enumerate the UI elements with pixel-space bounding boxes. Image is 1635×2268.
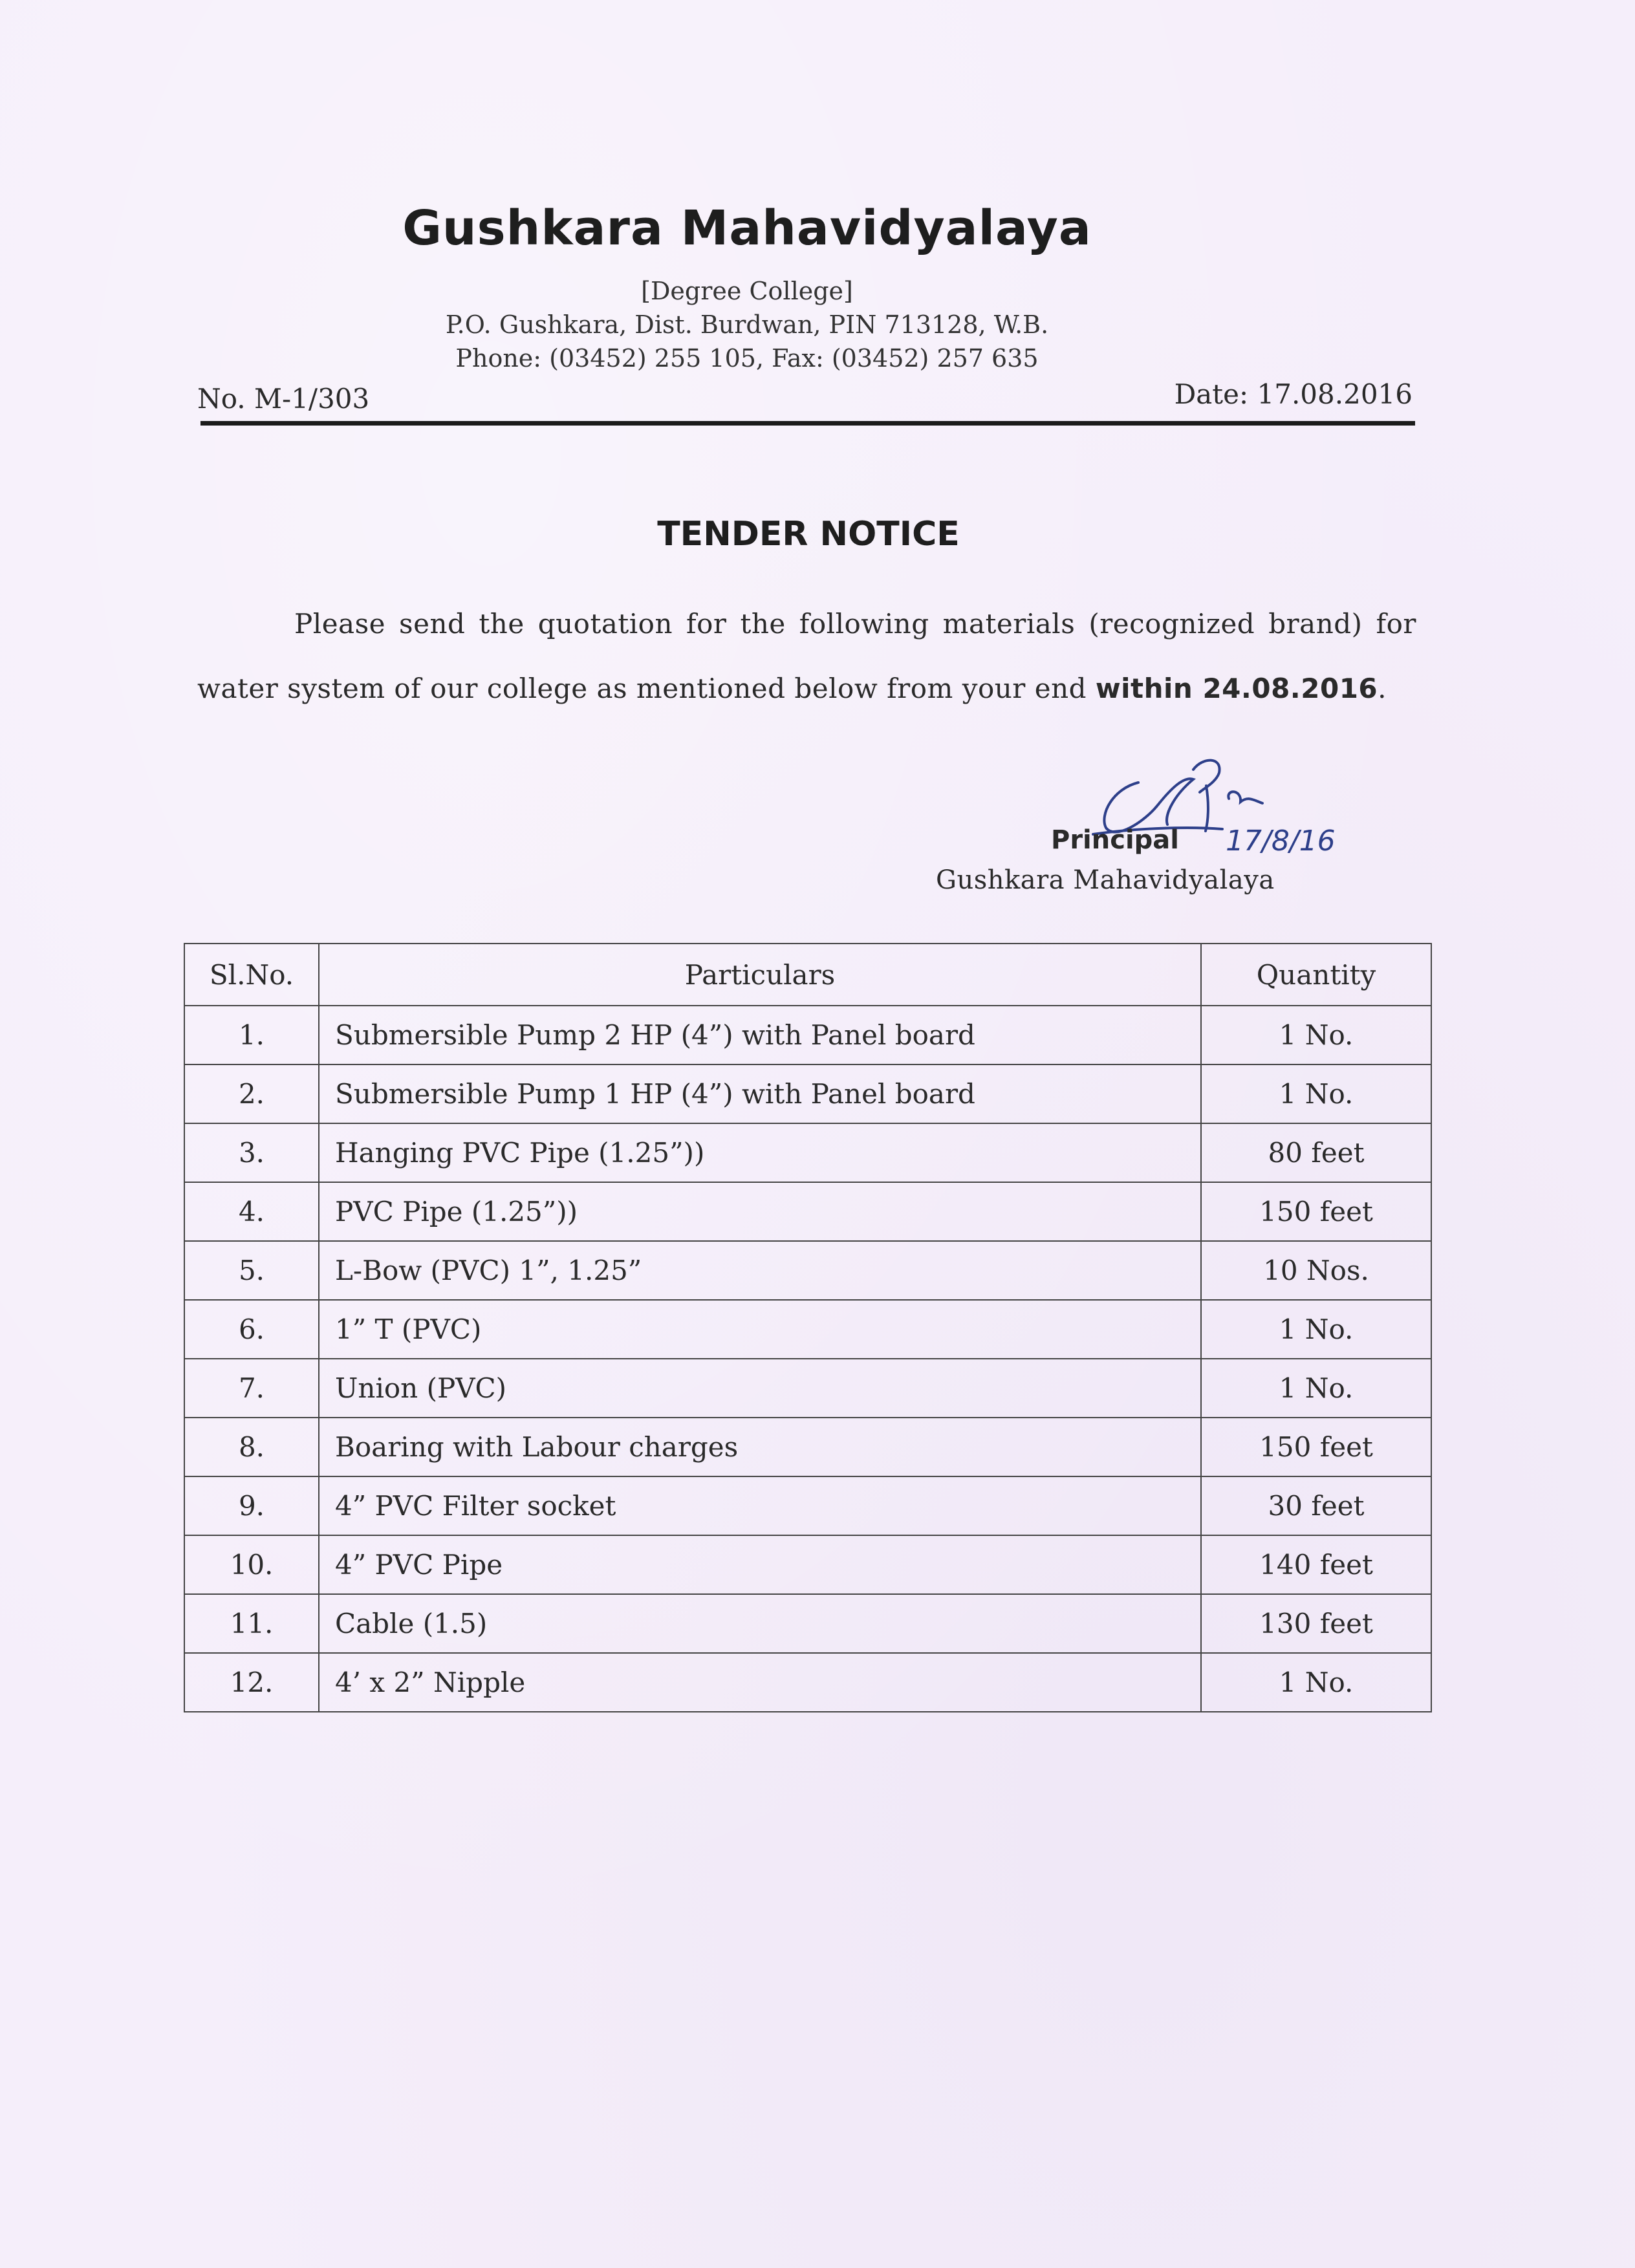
table-row xyxy=(184,1418,1431,1476)
table-row xyxy=(184,1123,1431,1182)
table-header-row xyxy=(184,944,1431,1006)
signatory-title: Principal xyxy=(1051,825,1179,855)
row-quantity: 10 Nos. xyxy=(1201,1241,1431,1300)
row-quantity: 150 feet xyxy=(1201,1418,1431,1476)
table-row xyxy=(184,1653,1431,1712)
signatory-organization: Gushkara Mahavidyalaya xyxy=(936,865,1275,895)
notice-line-2-text: water system of our college as mentioned below from your end xyxy=(197,673,1096,704)
notice-paragraph-line-2 xyxy=(197,673,1416,704)
row-sl-no: 1. xyxy=(184,1006,319,1064)
handwritten-date: 17/8/16 xyxy=(1226,825,1336,854)
row-sl-no: 3. xyxy=(184,1123,319,1182)
row-quantity: 140 feet xyxy=(1201,1535,1431,1594)
row-particular: PVC Pipe (1.25”)) xyxy=(319,1182,1201,1241)
row-sl-no: 8. xyxy=(184,1418,319,1476)
row-particular: L-Bow (PVC) 1”, 1.25” xyxy=(319,1241,1201,1300)
table-row xyxy=(184,1300,1431,1359)
notice-paragraph-line-1: Please send the quotation for the following materials (recognized brand) for xyxy=(294,608,1416,640)
row-quantity: 1 No. xyxy=(1201,1006,1431,1064)
college-contact: Phone: (03452) 255 105, Fax: (03452) 257 635 xyxy=(455,344,1039,373)
table-row xyxy=(184,1241,1431,1300)
table-row xyxy=(184,1359,1431,1418)
college-type: [Degree College] xyxy=(641,277,853,305)
table-row xyxy=(184,1064,1431,1123)
reference-number: No. M-1/303 xyxy=(197,383,370,415)
row-sl-no: 10. xyxy=(184,1535,319,1594)
row-particular: Cable (1.5) xyxy=(319,1594,1201,1653)
header-quantity: Quantity xyxy=(1201,944,1431,1006)
table-row xyxy=(184,1535,1431,1594)
notice-date: Date: 17.08.2016 xyxy=(1174,378,1413,410)
college-name: Gushkara Mahavidyalaya xyxy=(402,200,1092,256)
row-quantity: 130 feet xyxy=(1201,1594,1431,1653)
materials-table xyxy=(184,943,1432,1712)
row-particular: 1” T (PVC) xyxy=(319,1300,1201,1359)
row-particular: Submersible Pump 1 HP (4”) with Panel board xyxy=(319,1064,1201,1123)
row-sl-no: 2. xyxy=(184,1064,319,1123)
row-particular: Submersible Pump 2 HP (4”) with Panel board xyxy=(319,1006,1201,1064)
table-row xyxy=(184,1182,1431,1241)
row-quantity: 1 No. xyxy=(1201,1064,1431,1123)
row-quantity: 80 feet xyxy=(1201,1123,1431,1182)
notice-line-2-end: . xyxy=(1378,673,1387,704)
row-sl-no: 12. xyxy=(184,1653,319,1712)
row-particular: Boaring with Labour charges xyxy=(319,1418,1201,1476)
table-row xyxy=(184,1006,1431,1064)
deadline: within 24.08.2016 xyxy=(1095,673,1378,704)
table-row xyxy=(184,1476,1431,1535)
notice-title: TENDER NOTICE xyxy=(657,515,960,554)
header-particulars: Particulars xyxy=(319,944,1201,1006)
row-quantity: 1 No. xyxy=(1201,1653,1431,1712)
college-address: P.O. Gushkara, Dist. Burdwan, PIN 713128, W.B. xyxy=(445,310,1049,339)
row-sl-no: 5. xyxy=(184,1241,319,1300)
row-quantity: 30 feet xyxy=(1201,1476,1431,1535)
row-quantity: 1 No. xyxy=(1201,1300,1431,1359)
row-particular: 4” PVC Pipe xyxy=(319,1535,1201,1594)
row-particular: Hanging PVC Pipe (1.25”)) xyxy=(319,1123,1201,1182)
row-quantity: 150 feet xyxy=(1201,1182,1431,1241)
row-sl-no: 11. xyxy=(184,1594,319,1653)
table-row xyxy=(184,1594,1431,1653)
row-particular: 4’ x 2” Nipple xyxy=(319,1653,1201,1712)
row-sl-no: 4. xyxy=(184,1182,319,1241)
row-sl-no: 6. xyxy=(184,1300,319,1359)
row-sl-no: 7. xyxy=(184,1359,319,1418)
row-particular: 4” PVC Filter socket xyxy=(319,1476,1201,1535)
row-sl-no: 9. xyxy=(184,1476,319,1535)
header-sl-no: Sl.No. xyxy=(184,944,319,1006)
row-particular: Union (PVC) xyxy=(319,1359,1201,1418)
row-quantity: 1 No. xyxy=(1201,1359,1431,1418)
header-divider xyxy=(200,421,1415,426)
